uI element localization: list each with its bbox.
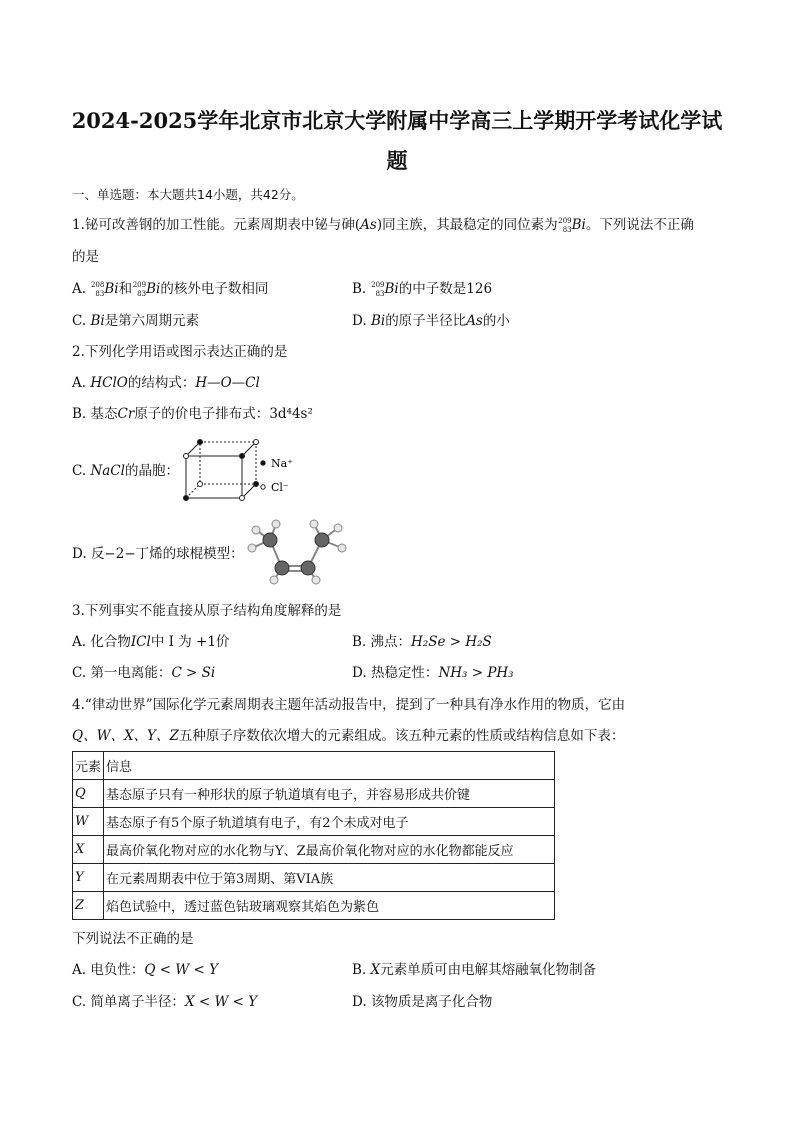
table-header-element: 元素 bbox=[73, 752, 104, 780]
q3-option-d: D. 热稳定性：NH₃ > PH₃ bbox=[352, 665, 514, 681]
q3-stem: 3.下列事实不能直接从原子结构角度解释的是 bbox=[72, 603, 342, 619]
q2-option-a: A. HClO的结构式：H—O—Cl bbox=[72, 375, 260, 391]
q2-option-b: B. 基态Cr原子的价电子排布式：3d⁴4s² bbox=[72, 406, 313, 422]
q1-option-a: A. 208 83 Bi和 209 83 Bi的核外电子数相同 bbox=[72, 280, 269, 298]
q1-option-b: B. 209 83 Bi的中子数是126 bbox=[352, 280, 493, 298]
legend-cl: Cl⁻ bbox=[271, 481, 289, 494]
table-header-info: 信息 bbox=[104, 752, 555, 780]
table-row: W 基态原子有5个原子轨道填有电子，有2个未成对电子 bbox=[73, 808, 555, 836]
q2-stem: 2.下列化学用语或图示表达正确的是 bbox=[72, 344, 288, 360]
q1-stem-line2: 的是 bbox=[72, 249, 99, 265]
q3-option-c: C. 第一电离能：C > Si bbox=[72, 665, 216, 681]
q4-option-b: B. X元素单质可由电解其熔融氧化物制备 bbox=[352, 962, 597, 978]
title-line-1: 2024-2025学年北京市北京大学附属中学高三上学期开学考试化学试 bbox=[71, 108, 723, 133]
q4-stem-line2: Q、W、X、Y、Z五种原子序数依次增大的元素组成。该五种元素的性质或结构信息如下表： bbox=[72, 728, 625, 744]
section-heading: 一、单选题：本大题共14小题，共42分。 bbox=[72, 187, 304, 202]
nacl-unit-cell-figure bbox=[180, 436, 310, 504]
q4-option-a: A. 电负性：Q < W < Y bbox=[72, 962, 218, 978]
table-row: Y 在元素周期表中位于第3周期、第VIA族 bbox=[73, 864, 555, 892]
q4-option-c: C. 简单离子半径：X < W < Y bbox=[72, 994, 258, 1010]
table-row: Q 基态原子只有一种形状的原子轨道填有电子，并容易形成共价键 bbox=[73, 780, 555, 808]
q1-option-d: D. Bi的原子半径比As的小 bbox=[352, 313, 510, 329]
table-header-row bbox=[73, 752, 555, 780]
q3-option-a: A. 化合物ICl中 I 为 +1价 bbox=[72, 634, 230, 650]
table-row: Z 焰色试验中，透过蓝色钴玻璃观察其焰色为紫色 bbox=[73, 892, 555, 920]
q3-option-b: B. 沸点：H₂Se > H₂S bbox=[352, 634, 492, 650]
butene-ball-stick-figure bbox=[244, 518, 354, 586]
q4-stem-line1: 4.“律动世界”国际化学元素周期表主题年活动报告中，提到了一种具有净水作用的物质，它由 bbox=[72, 697, 626, 713]
q4-stem-after: 下列说法不正确的是 bbox=[72, 931, 194, 947]
table-row: X 最高价氧化物对应的水化物与Y、Z最高价氧化物对应的水化物都能反应 bbox=[73, 836, 555, 864]
legend-na: Na⁺ bbox=[271, 457, 293, 470]
na-ion bbox=[198, 440, 203, 445]
q2-option-d: D. 反−2−丁烯的球棍模型： bbox=[72, 546, 244, 562]
q1-option-c: C. Bi是第六周期元素 bbox=[72, 313, 200, 329]
element-info-table bbox=[72, 751, 555, 920]
isotope-notation: 209 83 bbox=[558, 216, 572, 234]
q1-stem: 1.铋可改善钢的加工性能。元素周期表中铋与砷(As)同主族，其最稳定的同位素为 209 83 Bi。下列说法不正确 bbox=[72, 216, 694, 234]
q4-option-d: D. 该物质是离子化合物 bbox=[352, 994, 493, 1010]
q2-option-c: C. NaCl的晶胞： bbox=[72, 463, 179, 479]
title-line-2: 题 bbox=[386, 148, 408, 173]
